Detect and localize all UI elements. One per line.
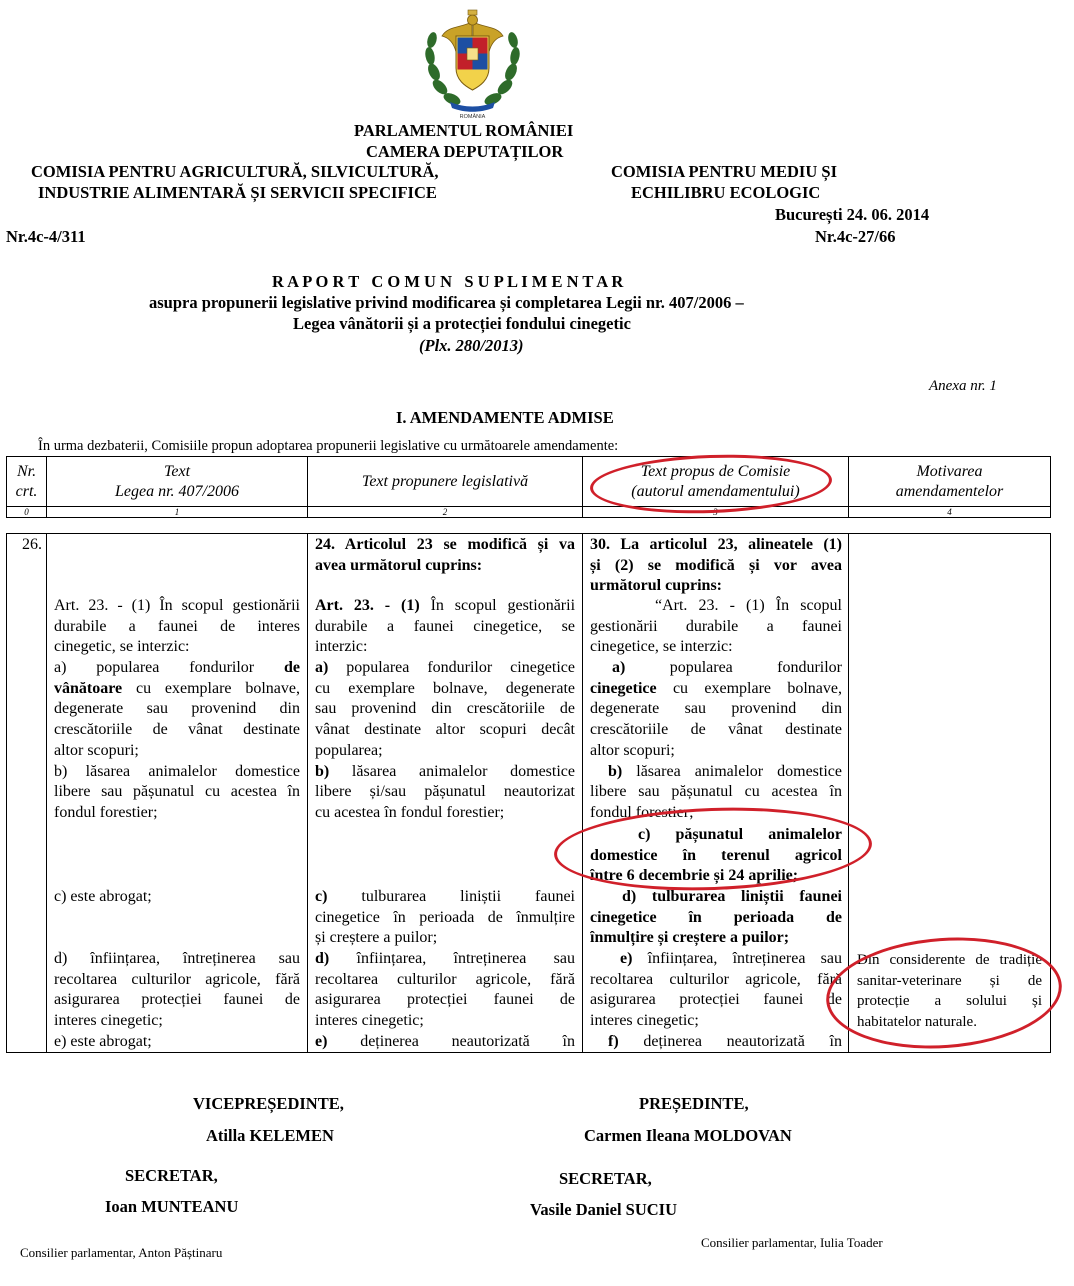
motivation-text: Din considerente de tradiție sanitar-veterinare și de protecție a solului și habitatelor naturale. bbox=[857, 952, 1042, 1031]
counsel-right: Consilier parlamentar, Iulia Toader bbox=[701, 1235, 883, 1250]
law-text-block-3: d) înființarea, întreținerea sau recoltarea culturilor agricole, fără asigurarea protecției faunei de interes cinegetic; e) este abrogat; bbox=[54, 950, 300, 1050]
chamber-title: CAMERA DEPUTAȚILOR bbox=[366, 142, 564, 161]
commission-left-line-1: COMISIA PENTRU AGRICULTURĂ, SILVICULTURĂ, bbox=[31, 162, 439, 181]
header-num-4: 4 bbox=[849, 507, 1051, 518]
report-subtitle-line-2: Legea vânătorii și a protecției fondului cinegetic bbox=[293, 314, 631, 333]
plx-number: (Plx. 280/2013) bbox=[419, 336, 524, 355]
registration-number-right: Nr.4c-27/66 bbox=[815, 227, 896, 246]
proposal-heading: 24. Articolul 23 se modifică și va avea următorul cuprins: bbox=[315, 536, 575, 574]
secretary-right-title: SECRETAR, bbox=[559, 1169, 652, 1188]
law-text-block: Art. 23. - (1) În scopul gestionării durabile a faunei de interes cinegetic, se interzic: a) popularea fondurilor de vânătoare cu exemplare bolnave, degenerate sau provenind din crescătoriile de vânat destinate altor scopuri; b) lăsarea animalelor domestice libere sau pășunatul cu acestea în fondul forestier; bbox=[54, 597, 300, 821]
president-title: PREȘEDINTE, bbox=[639, 1094, 749, 1113]
emblem-caption: ROMÂNIA bbox=[459, 114, 486, 120]
row-number: 26. bbox=[22, 536, 42, 553]
vice-president-title: VICEPREȘEDINTE, bbox=[193, 1094, 344, 1113]
header-num-0: 0 bbox=[7, 507, 47, 518]
header-law-text: Text Legea nr. 407/2006 bbox=[47, 457, 308, 507]
annex-label: Anexa nr. 1 bbox=[929, 378, 997, 394]
vice-president-name: Atilla KELEMEN bbox=[206, 1126, 334, 1145]
header-num-1: 1 bbox=[47, 507, 308, 518]
commission-paragraph-d: d) tulburarea liniștii faunei cinegetice în perioada de înmulțire și creștere a puilor; bbox=[590, 888, 842, 947]
secretary-left-title: SECRETAR, bbox=[125, 1166, 218, 1185]
header-commission-text: Text propus de Comisie (autorul amendamentului) bbox=[583, 457, 849, 507]
president-name: Carmen Ileana MOLDOVAN bbox=[584, 1126, 792, 1145]
commission-left-line-2: INDUSTRIE ALIMENTARĂ ȘI SERVICII SPECIFICE bbox=[38, 183, 437, 202]
coat-of-arms-emblem bbox=[420, 6, 525, 122]
secretary-right-name: Vasile Daniel SUCIU bbox=[530, 1200, 677, 1219]
proposal-text-block-2: c) tulburarea liniștii faunei cinegetice în perioada de înmulțire și creștere a puilor; d) înființarea, întreținerea sau recoltarea culturilor agricole, fără asigurarea protecției faunei de interes cinegetic; e) deținerea neautorizată în bbox=[315, 888, 575, 1050]
commission-text-block-2: e) înființarea, întreținerea sau recoltarea culturilor agricole, fără asigurarea protecției faunei de interes cinegetic; f) deținerea neautorizată în bbox=[590, 950, 842, 1050]
header-num-3: 3 bbox=[583, 507, 849, 518]
commission-heading: 30. La articolul 23, alineatele (1) și (2) se modifică și vor avea următorul cuprins: bbox=[590, 536, 842, 595]
report-subtitle-line-1: asupra propunerii legislative privind modificarea și completarea Legii nr. 407/2006 – bbox=[149, 293, 744, 312]
document-date: București 24. 06. 2014 bbox=[775, 205, 930, 224]
commission-right-line-2: ECHILIBRU ECOLOGIC bbox=[631, 183, 821, 202]
commission-text-block: “Art. 23. - (1) În scopul gestionării durabile a faunei cinegetice, se interzic: a) popularea fondurilor cinegetice cu exemplare bolnave, degenerate sau provenind din crescătoriile de vânat destinate altor scopuri; b) lăsarea animalelor domestice libere sau pășunatul cu acestea în fondul forestier; bbox=[590, 597, 842, 821]
report-title: R A P O R T C O M U N S U P L I M E N T A R bbox=[272, 272, 624, 291]
registration-number-left: Nr.4c-4/311 bbox=[6, 227, 86, 246]
proposal-text-block: Art. 23. - (1) În scopul gestionării durabile a faunei cinegetice, se interzic: a) popularea fondurilor cinegetice cu exemplare bolnave, degenerate sau provenind din crescătoriile de vânat destinate altor scopuri decât popularea; b) lăsarea animalelor domestice libere și/sau pășunatul neautorizat cu acestea în fondul forestier; bbox=[315, 597, 575, 821]
secretary-left-name: Ioan MUNTEANU bbox=[105, 1197, 239, 1216]
law-text-block-2: c) este abrogat; bbox=[54, 888, 152, 905]
section-heading: I. AMENDAMENTE ADMISE bbox=[396, 408, 614, 427]
cell-nr bbox=[7, 534, 47, 1053]
commission-right-line-1: COMISIA PENTRU MEDIU ȘI bbox=[611, 162, 837, 181]
header-proposal-text: Text propunere legislativă bbox=[308, 457, 583, 507]
header-num-2: 2 bbox=[308, 507, 583, 518]
commission-new-paragraph-c: c) pășunatul animalelor domestice în terenul agricol între 6 decembrie și 24 aprilie; bbox=[590, 826, 842, 885]
header-motivation: Motivarea amendamentelor bbox=[849, 457, 1051, 507]
parliament-title: PARLAMENTUL ROMÂNIEI bbox=[354, 121, 574, 140]
counsel-left: Consilier parlamentar, Anton Păștinaru bbox=[20, 1245, 223, 1260]
intro-text: În urma dezbaterii, Comisiile propun adoptarea propunerii legislative cu următoarele amendamente: bbox=[38, 438, 619, 454]
amendments-header-table bbox=[6, 456, 1051, 518]
header-nr: Nr. crt. bbox=[7, 457, 47, 507]
